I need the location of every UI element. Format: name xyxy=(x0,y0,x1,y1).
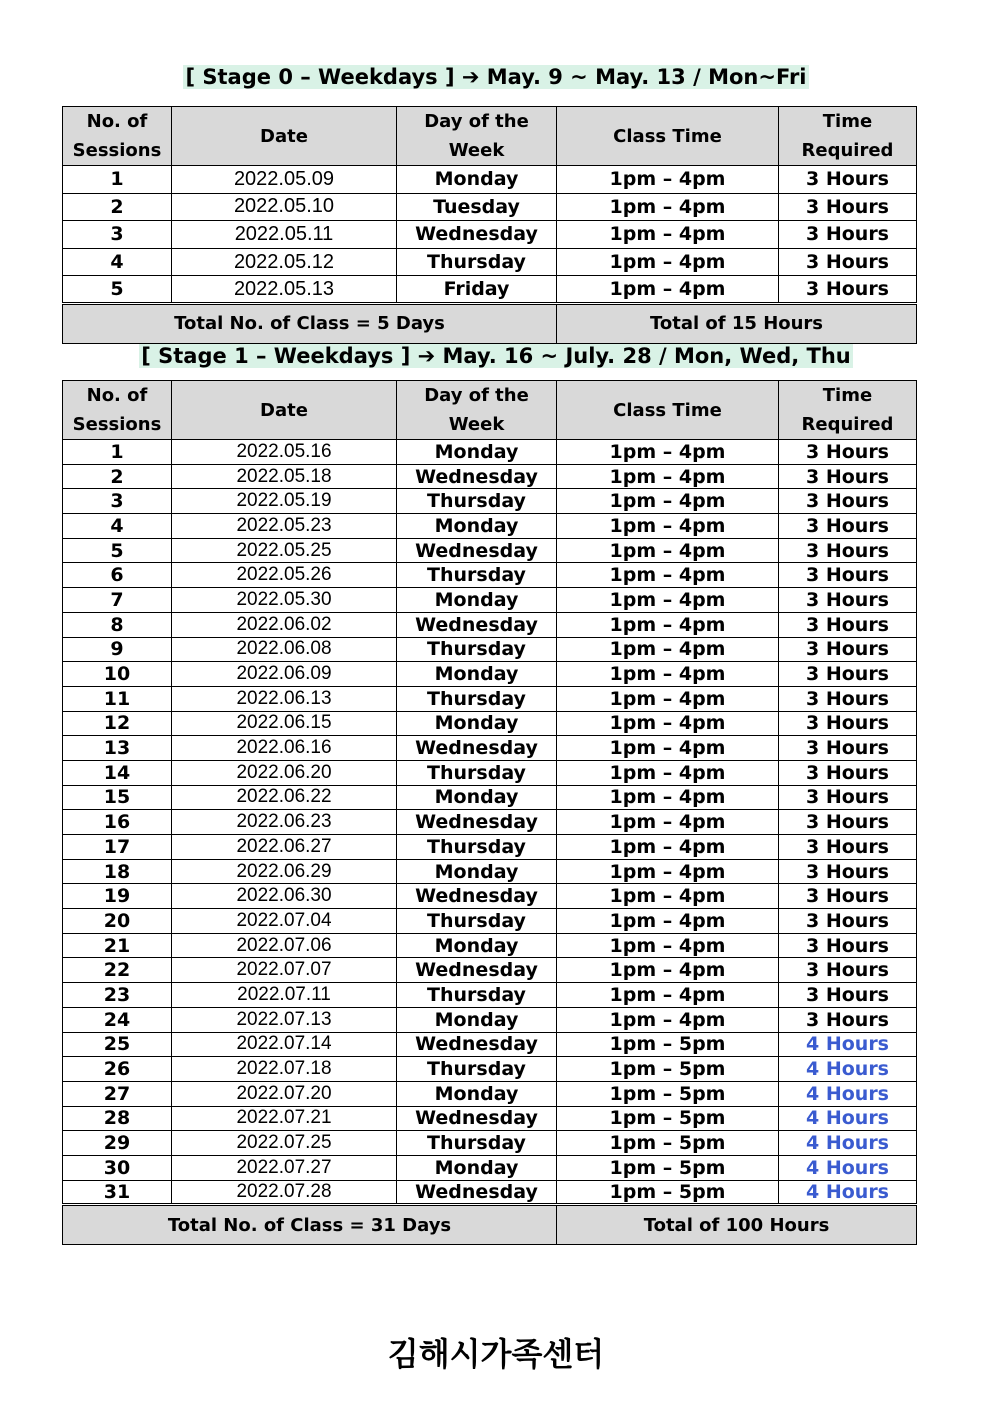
session-day: Friday xyxy=(397,276,557,304)
session-date: 2022.06.29 xyxy=(172,859,397,884)
session-date: 2022.05.09 xyxy=(172,166,397,194)
session-class-time: 1pm – 4pm xyxy=(557,464,779,489)
session-number: 7 xyxy=(63,588,172,613)
session-day: Monday xyxy=(397,1081,557,1106)
session-number: 28 xyxy=(63,1106,172,1131)
session-date: 2022.07.27 xyxy=(172,1155,397,1180)
session-day: Wednesday xyxy=(397,464,557,489)
session-time-required: 3 Hours xyxy=(779,538,917,563)
table-row xyxy=(63,1032,917,1057)
session-day: Thursday xyxy=(397,686,557,711)
session-date: 2022.06.15 xyxy=(172,711,397,736)
session-number: 9 xyxy=(63,637,172,662)
session-date: 2022.06.02 xyxy=(172,612,397,637)
session-date: 2022.06.09 xyxy=(172,662,397,687)
table-row xyxy=(63,637,917,662)
session-date: 2022.07.14 xyxy=(172,1032,397,1057)
table-row xyxy=(63,248,917,276)
session-date: 2022.07.25 xyxy=(172,1131,397,1156)
session-day: Thursday xyxy=(397,248,557,276)
session-day: Wednesday xyxy=(397,958,557,983)
session-date: 2022.05.12 xyxy=(172,248,397,276)
session-day: Thursday xyxy=(397,1131,557,1156)
session-number: 27 xyxy=(63,1081,172,1106)
header-time-required: Time Required xyxy=(779,107,917,166)
session-time-required: 3 Hours xyxy=(779,588,917,613)
table-row xyxy=(63,1180,917,1205)
session-day: Monday xyxy=(397,588,557,613)
session-number: 1 xyxy=(63,166,172,194)
session-number: 10 xyxy=(63,662,172,687)
session-number: 19 xyxy=(63,884,172,909)
session-day: Wednesday xyxy=(397,1106,557,1131)
session-day: Wednesday xyxy=(397,736,557,761)
table-row xyxy=(63,933,917,958)
session-date: 2022.05.26 xyxy=(172,563,397,588)
session-time-required: 3 Hours xyxy=(779,711,917,736)
table-row xyxy=(63,711,917,736)
session-number: 22 xyxy=(63,958,172,983)
table-row xyxy=(63,588,917,613)
session-class-time: 1pm – 4pm xyxy=(557,810,779,835)
session-time-required: 3 Hours xyxy=(779,612,917,637)
session-day: Wednesday xyxy=(397,612,557,637)
session-time-required: 3 Hours xyxy=(779,221,917,249)
session-date: 2022.05.11 xyxy=(172,221,397,249)
session-class-time: 1pm – 4pm xyxy=(557,166,779,194)
session-date: 2022.05.16 xyxy=(172,440,397,465)
table-row xyxy=(63,785,917,810)
session-time-required: 3 Hours xyxy=(779,248,917,276)
session-date: 2022.07.11 xyxy=(172,983,397,1008)
session-day: Thursday xyxy=(397,760,557,785)
session-time-required: 3 Hours xyxy=(779,662,917,687)
session-time-required: 3 Hours xyxy=(779,686,917,711)
session-number: 18 xyxy=(63,859,172,884)
session-time-required: 3 Hours xyxy=(779,563,917,588)
session-class-time: 1pm – 4pm xyxy=(557,958,779,983)
session-day: Monday xyxy=(397,933,557,958)
session-class-time: 1pm – 4pm xyxy=(557,983,779,1008)
session-time-required: 4 Hours xyxy=(779,1081,917,1106)
session-class-time: 1pm – 5pm xyxy=(557,1106,779,1131)
table-row xyxy=(63,909,917,934)
session-class-time: 1pm – 5pm xyxy=(557,1131,779,1156)
session-day: Wednesday xyxy=(397,1180,557,1205)
session-day: Wednesday xyxy=(397,538,557,563)
session-time-required: 3 Hours xyxy=(779,166,917,194)
session-date: 2022.07.07 xyxy=(172,958,397,983)
session-day: Monday xyxy=(397,785,557,810)
session-class-time: 1pm – 4pm xyxy=(557,637,779,662)
table-row xyxy=(63,884,917,909)
stage1-title: [ Stage 1 – Weekdays ] ➔ May. 16 ~ July. 28 / Mon, Wed, Thu xyxy=(141,344,851,368)
session-number: 30 xyxy=(63,1155,172,1180)
session-date: 2022.06.08 xyxy=(172,637,397,662)
session-date: 2022.06.16 xyxy=(172,736,397,761)
header-day: Day of the Week xyxy=(397,107,557,166)
stage1-schedule-table xyxy=(62,380,917,1245)
session-number: 20 xyxy=(63,909,172,934)
session-time-required: 3 Hours xyxy=(779,514,917,539)
session-date: 2022.05.13 xyxy=(172,276,397,304)
session-class-time: 1pm – 4pm xyxy=(557,514,779,539)
table-row xyxy=(63,612,917,637)
session-number: 2 xyxy=(63,464,172,489)
session-class-time: 1pm – 4pm xyxy=(557,489,779,514)
header-date: Date xyxy=(172,107,397,166)
session-day: Wednesday xyxy=(397,221,557,249)
session-date: 2022.07.28 xyxy=(172,1180,397,1205)
session-day: Monday xyxy=(397,440,557,465)
session-number: 24 xyxy=(63,1007,172,1032)
session-number: 31 xyxy=(63,1180,172,1205)
session-class-time: 1pm – 4pm xyxy=(557,612,779,637)
session-time-required: 4 Hours xyxy=(779,1106,917,1131)
session-day: Monday xyxy=(397,711,557,736)
session-number: 25 xyxy=(63,1032,172,1057)
session-number: 29 xyxy=(63,1131,172,1156)
session-date: 2022.05.19 xyxy=(172,489,397,514)
session-time-required: 3 Hours xyxy=(779,859,917,884)
session-date: 2022.07.21 xyxy=(172,1106,397,1131)
session-class-time: 1pm – 4pm xyxy=(557,440,779,465)
session-date: 2022.07.20 xyxy=(172,1081,397,1106)
session-day: Monday xyxy=(397,166,557,194)
table-row xyxy=(63,1057,917,1082)
table-row xyxy=(63,1007,917,1032)
session-number: 26 xyxy=(63,1057,172,1082)
session-day: Tuesday xyxy=(397,193,557,221)
session-class-time: 1pm – 4pm xyxy=(557,909,779,934)
table-row xyxy=(63,538,917,563)
table-row xyxy=(63,221,917,249)
header-class-time: Class Time xyxy=(557,381,779,440)
session-class-time: 1pm – 5pm xyxy=(557,1180,779,1205)
session-class-time: 1pm – 4pm xyxy=(557,193,779,221)
table-row xyxy=(63,1106,917,1131)
session-class-time: 1pm – 4pm xyxy=(557,563,779,588)
session-time-required: 4 Hours xyxy=(779,1155,917,1180)
stage0-total-classes: Total No. of Class = 5 Days xyxy=(63,303,557,343)
session-number: 21 xyxy=(63,933,172,958)
session-class-time: 1pm – 4pm xyxy=(557,248,779,276)
session-class-time: 1pm – 4pm xyxy=(557,711,779,736)
session-day: Monday xyxy=(397,514,557,539)
session-date: 2022.06.13 xyxy=(172,686,397,711)
session-date: 2022.06.20 xyxy=(172,760,397,785)
session-time-required: 3 Hours xyxy=(779,933,917,958)
session-day: Thursday xyxy=(397,489,557,514)
session-class-time: 1pm – 4pm xyxy=(557,538,779,563)
session-date: 2022.05.30 xyxy=(172,588,397,613)
session-class-time: 1pm – 5pm xyxy=(557,1032,779,1057)
session-number: 17 xyxy=(63,835,172,860)
session-date: 2022.06.27 xyxy=(172,835,397,860)
session-time-required: 3 Hours xyxy=(779,276,917,304)
session-date: 2022.07.04 xyxy=(172,909,397,934)
session-number: 4 xyxy=(63,514,172,539)
session-day: Thursday xyxy=(397,637,557,662)
table-row xyxy=(63,662,917,687)
table-row xyxy=(63,958,917,983)
session-day: Monday xyxy=(397,859,557,884)
session-class-time: 1pm – 4pm xyxy=(557,760,779,785)
session-time-required: 4 Hours xyxy=(779,1032,917,1057)
session-time-required: 3 Hours xyxy=(779,440,917,465)
stage1-total-hours: Total of 100 Hours xyxy=(557,1205,917,1245)
session-number: 2 xyxy=(63,193,172,221)
table-row xyxy=(63,983,917,1008)
session-class-time: 1pm – 4pm xyxy=(557,785,779,810)
session-number: 12 xyxy=(63,711,172,736)
session-day: Monday xyxy=(397,662,557,687)
header-time-required: Time Required xyxy=(779,381,917,440)
stage0-schedule-table xyxy=(62,106,917,344)
session-day: Thursday xyxy=(397,563,557,588)
stage0-total-hours: Total of 15 Hours xyxy=(557,303,917,343)
session-time-required: 3 Hours xyxy=(779,983,917,1008)
table-row xyxy=(63,686,917,711)
organization-name: 김해시가족센터 xyxy=(387,1335,605,1373)
table-row xyxy=(63,276,917,304)
session-number: 8 xyxy=(63,612,172,637)
session-number: 3 xyxy=(63,489,172,514)
session-class-time: 1pm – 4pm xyxy=(557,276,779,304)
session-date: 2022.07.06 xyxy=(172,933,397,958)
table-row xyxy=(63,835,917,860)
session-day: Thursday xyxy=(397,835,557,860)
session-class-time: 1pm – 4pm xyxy=(557,884,779,909)
table-row xyxy=(63,859,917,884)
session-date: 2022.05.18 xyxy=(172,464,397,489)
session-class-time: 1pm – 4pm xyxy=(557,859,779,884)
session-day: Wednesday xyxy=(397,1032,557,1057)
table-row xyxy=(63,736,917,761)
session-time-required: 4 Hours xyxy=(779,1180,917,1205)
stage1-total-classes: Total No. of Class = 31 Days xyxy=(63,1205,557,1245)
session-class-time: 1pm – 5pm xyxy=(557,1057,779,1082)
table-row xyxy=(63,810,917,835)
session-number: 6 xyxy=(63,563,172,588)
session-date: 2022.06.23 xyxy=(172,810,397,835)
session-day: Monday xyxy=(397,1007,557,1032)
session-time-required: 3 Hours xyxy=(779,637,917,662)
session-number: 14 xyxy=(63,760,172,785)
session-number: 3 xyxy=(63,221,172,249)
session-day: Wednesday xyxy=(397,884,557,909)
session-number: 16 xyxy=(63,810,172,835)
table-row xyxy=(63,440,917,465)
session-number: 5 xyxy=(63,538,172,563)
table-row xyxy=(63,1081,917,1106)
header-class-time: Class Time xyxy=(557,107,779,166)
table-row xyxy=(63,193,917,221)
session-class-time: 1pm – 4pm xyxy=(557,686,779,711)
session-class-time: 1pm – 5pm xyxy=(557,1155,779,1180)
table-row xyxy=(63,1155,917,1180)
session-day: Thursday xyxy=(397,1057,557,1082)
session-time-required: 3 Hours xyxy=(779,835,917,860)
session-number: 15 xyxy=(63,785,172,810)
session-day: Thursday xyxy=(397,909,557,934)
session-time-required: 3 Hours xyxy=(779,736,917,761)
session-time-required: 3 Hours xyxy=(779,909,917,934)
session-day: Monday xyxy=(397,1155,557,1180)
session-time-required: 3 Hours xyxy=(779,785,917,810)
session-number: 1 xyxy=(63,440,172,465)
session-class-time: 1pm – 4pm xyxy=(557,1007,779,1032)
session-class-time: 1pm – 5pm xyxy=(557,1081,779,1106)
session-class-time: 1pm – 4pm xyxy=(557,835,779,860)
session-number: 13 xyxy=(63,736,172,761)
table-row xyxy=(63,489,917,514)
session-number: 5 xyxy=(63,276,172,304)
session-number: 11 xyxy=(63,686,172,711)
session-class-time: 1pm – 4pm xyxy=(557,933,779,958)
session-time-required: 3 Hours xyxy=(779,464,917,489)
session-class-time: 1pm – 4pm xyxy=(557,588,779,613)
table-row xyxy=(63,514,917,539)
session-date: 2022.05.10 xyxy=(172,193,397,221)
session-date: 2022.05.25 xyxy=(172,538,397,563)
header-date: Date xyxy=(172,381,397,440)
table-row xyxy=(63,464,917,489)
session-date: 2022.07.13 xyxy=(172,1007,397,1032)
session-day: Thursday xyxy=(397,983,557,1008)
session-time-required: 4 Hours xyxy=(779,1057,917,1082)
session-time-required: 4 Hours xyxy=(779,1131,917,1156)
header-day: Day of the Week xyxy=(397,381,557,440)
stage0-title: [ Stage 0 – Weekdays ] ➔ May. 9 ~ May. 13 / Mon~Fri xyxy=(185,65,807,89)
session-date: 2022.06.22 xyxy=(172,785,397,810)
session-class-time: 1pm – 4pm xyxy=(557,221,779,249)
session-class-time: 1pm – 4pm xyxy=(557,736,779,761)
session-time-required: 3 Hours xyxy=(779,958,917,983)
session-time-required: 3 Hours xyxy=(779,810,917,835)
session-time-required: 3 Hours xyxy=(779,489,917,514)
session-time-required: 3 Hours xyxy=(779,760,917,785)
session-day: Wednesday xyxy=(397,810,557,835)
session-number: 23 xyxy=(63,983,172,1008)
session-time-required: 3 Hours xyxy=(779,884,917,909)
session-class-time: 1pm – 4pm xyxy=(557,662,779,687)
session-date: 2022.06.30 xyxy=(172,884,397,909)
header-sessions: No. of Sessions xyxy=(63,381,172,440)
session-time-required: 3 Hours xyxy=(779,193,917,221)
session-date: 2022.05.23 xyxy=(172,514,397,539)
session-date: 2022.07.18 xyxy=(172,1057,397,1082)
table-row xyxy=(63,760,917,785)
session-number: 4 xyxy=(63,248,172,276)
header-sessions: No. of Sessions xyxy=(63,107,172,166)
table-row xyxy=(63,166,917,194)
table-row xyxy=(63,1131,917,1156)
table-row xyxy=(63,563,917,588)
session-time-required: 3 Hours xyxy=(779,1007,917,1032)
